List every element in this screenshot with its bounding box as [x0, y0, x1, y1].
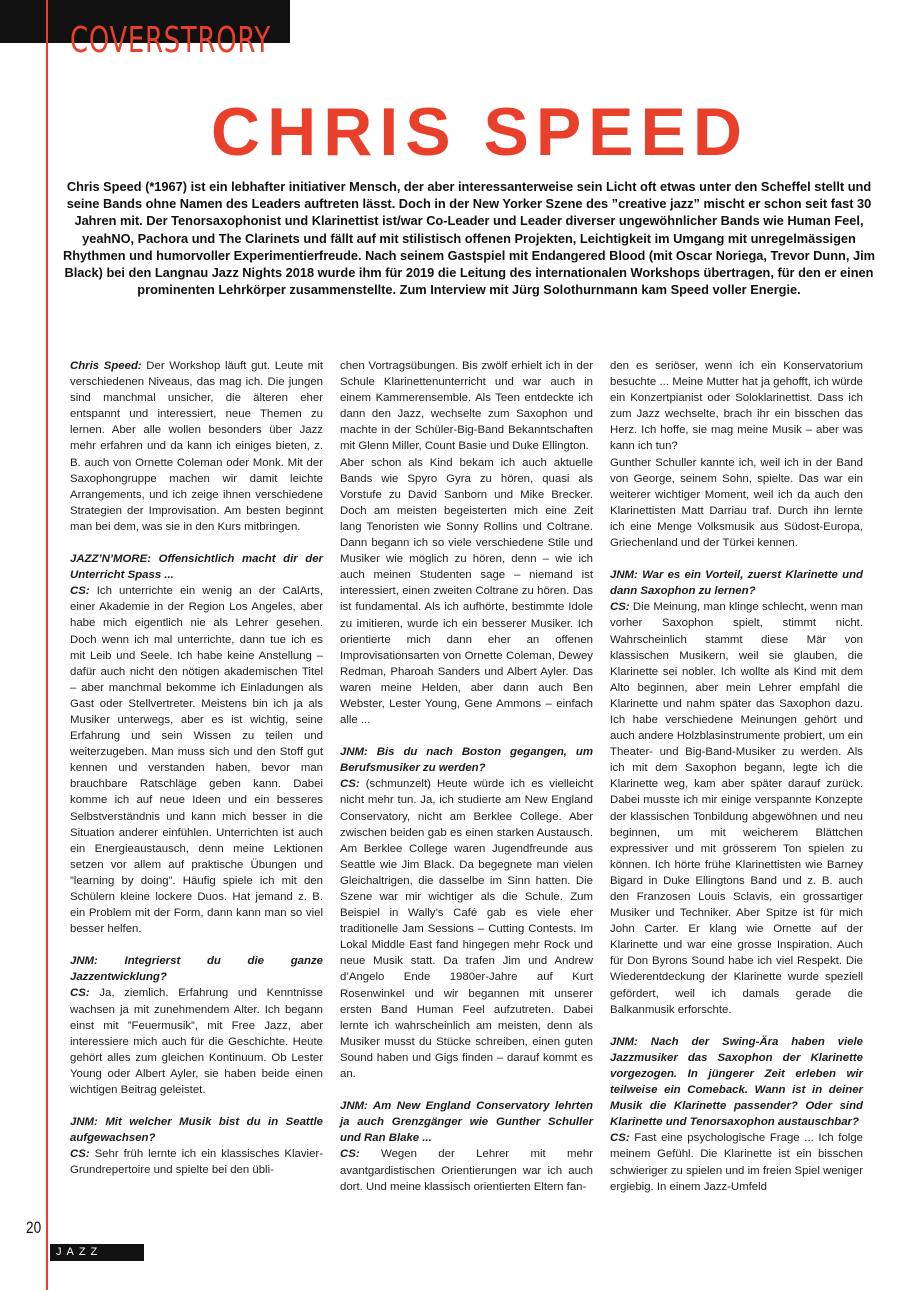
interview-answer — [610, 599, 863, 1017]
text-column-3 — [610, 358, 863, 1195]
interview-answer — [340, 455, 593, 729]
speaker-label: CS: — [340, 778, 360, 791]
text-column-1 — [70, 358, 323, 1179]
interview-answer — [610, 455, 863, 552]
answer-text: Gunther Schuller kannte ich, weil ich in der Band von George, seinem Sohn, spielte. Das war ein weiterer wichtiger Moment, weil ich da auch den Klarinettisten Matt Darriau traf. Durch ihn lernte ich eine Menge Volksmusik aus Südost-Europa, Griechenland und der Türkei kennen. — [610, 456, 863, 550]
interview-answer — [610, 1130, 863, 1194]
answer-text: Fast eine psychologische Frage ... Ich folge meinem Gefühl. Die Klarinette ist ein bisschen schwieriger zu spielen und im freien Spiel weniger ergiebig. In einem Jazz-Umfeld — [610, 1132, 863, 1193]
interview-answer — [340, 776, 593, 1082]
speaker-label: CS: — [340, 1148, 360, 1161]
magazine-name: JAZZ — [56, 1246, 103, 1258]
interview-question: JNM: Am New England Conservatory lehrten ja auch Grenzgänger wie Gunther Schuller und Ran Blake ... — [340, 1100, 593, 1145]
speaker-label: CS: — [70, 1148, 90, 1161]
interview-answer — [70, 583, 323, 937]
interview-question: JNM: Integrierst du die ganze Jazzentwicklung? — [70, 955, 323, 984]
answer-text: Die Meinung, man klinge schlecht, wenn man vorher Saxophon spielt, stimmt nicht. Wahrscheinlich stammt diese Mär von klassischen Musikern, weil sie glauben, die Klarinette sei nobler. Ich wollte als Kind mit dem Alto beginnen, aber mein Lehrer empfahl die Klarinette und nahm später das Saxophon dazu. Ich habe verschiedene Meinungen gehört und auch andere Holzblasinstrumente probiert, um ein Theater- und Big-Band-Musiker zu werden. Als ich mit dem Saxophon begann, legte ich die Klarinette weg, kam aber später darauf zurück. Dabei musste ich mir einige verspannte Konzepte der klassischen Tonbildung abgewöhnen und neu beginnen, um mit weicherem Blättchen expressiver und mit grösserem Ton spielen zu können. Ich hörte frühe Klarinettisten wie Barney Bigard in Duke Ellingtons Band und z. B. auch den Franzosen Louis Sclavis, ein grossartiger Musiker und Techniker. Aber Spitze ist für mich John Carter. Er klang wie Ornette auf der Klarinette und war eine grosse Inspiration. Auch für Don Byrons Sound habe ich viel Respekt. Die Wiederentdeckung der Klarinette wurde speziell gefördert, weil ich damals gerade die Balkanmusik erforschte. — [610, 601, 863, 1016]
answer-text: Ja, ziemlich. Erfahrung und Kenntnisse wachsen ja mit zunehmendem Alter. Ich begann einst mit ”Feuermusik”, mit Free Jazz, aber interessiere mich auch für die Geschichte. Heute gehört alles zum gleichen Kontinuum. Ob Lester Young oder Albert Ayler, sie haben beide einen wichtigen Beitrag geleistet. — [70, 987, 323, 1097]
interview-question: JNM: Mit welcher Musik bist du in Seattle aufgewachsen? — [70, 1116, 323, 1145]
interview-question: JNM: Nach der Swing-Ära haben viele Jazzmusiker das Saxophon der Klarinette vorgezogen. In jüngerer Zeit erleben wir teilweise ein Comeback. Wann ist in deiner Musik die Klarinette passender? Oder sind Klarinette und Tenorsaxophon austauschbar? — [610, 1035, 863, 1129]
answer-text: Sehr früh lernte ich ein klassisches Klavier-Grundrepertoire und spielte bei den übli- — [70, 1148, 323, 1177]
speaker-label: Chris Speed: — [70, 360, 142, 372]
speaker-label: CS: — [610, 601, 630, 614]
interview-answer — [70, 985, 323, 1098]
answer-text: Der Workshop läuft gut. Leute mit verschiedenen Niveaus, das mag ich. Die jungen sind manchmal unsicher, die älteren eher entspannt und interessiert, neue Themen zu lernen. Aber alle wollen besonders über Jazz mehr erfahren und da kann ich einiges bieten, z. B. auch von Ornette Coleman oder Monk. Mit der Saxophongruppe machen wir damit leichte Arrangements, und ich zeige ihnen verschiedene Strategien der Improvisation. Am besten beginnt man bei dem, was sie in den Kurs mitbringen. — [70, 360, 323, 533]
section-kicker: COVERSTRORY — [70, 20, 271, 61]
interview-answer — [340, 1146, 593, 1194]
interview-answer — [70, 1146, 323, 1178]
footer-magazine-bar — [50, 1244, 144, 1261]
answer-text: den es seriöser, wenn ich ein Konservatorium besuchte ... Meine Mutter hat ja gehofft, ich würde ein Konzertpianist oder Soloklarinettist. Dass ich zum Jazz wechselte, brach ihr ein bisschen das Herz. Ich hoffe, sie mag meine Musik – aber was kann ich tun? — [610, 360, 863, 453]
article-lead: Chris Speed (*1967) ist ein lebhafter initiativer Mensch, der aber interessanterweise sein Licht oft etwas unter den Scheffel stellt und seine Bands ohne Namen des Leaders auftreten lässt. Doch in der New Yorker Szene des ”creative jazz” mischt er schon seit fast 30 Jahren mit. Der Tenorsaxophonist und Klarinettist ist/war Co-Leader und Leader diverser ungewöhnlicher Bands wie Human Feel, yeahNO, Pachora und The Clarinets und fällt auf mit stilistisch offenen Projekten, Leichtigkeit im Umgang mit unregelmässigen Rhythmen und humorvoller Experimentierfreude. Nach seinem Gastspiel mit Endangered Blood (mit Oscar Noriega, Trevor Dunn, Jim Black) bei den Langnau Jazz Nights 2018 wurde ihm für 2019 die Leitung des internationalen Workshops übertragen, für den er einen prominenten Lehrkörper zusammenstellte. Zum Interview mit Jürg Solothurnmann kam Speed voller Energie. — [62, 179, 876, 298]
speaker-label: CS: — [70, 987, 90, 1000]
interview-question: JNM: Bis du nach Boston gegangen, um Berufsmusiker zu werden? — [340, 746, 593, 775]
speaker-label: CS: — [70, 585, 90, 598]
answer-text: (schmunzelt) Heute würde ich es vielleicht nicht mehr tun. Ja, ich studierte am New England Conservatory, nicht am Berklee College. Aber zwischen beiden gab es einen starken Austausch. Am Berklee College waren Jugendfreunde aus Seattle wie Jim Black. Da begegnete man vielen Gleichaltrigen, die dasselbe im Sinn hatten. Die Szene war mir wichtiger als die Schule. Zum Beispiel in Wally’s Café gab es viele eher traditionelle Jam Sessions – Cutting Contests. Im Lokal Middle East fand hingegen mehr Rock und neue Musik statt. Da trafen Jim und Andrew d’Angelo Ende 1980er-Jahre auf Kurt Rosenwinkel und wir begannen mit unserer ersten Band Human Feel aufzutreten. Dabei lernte ich wahrscheinlich am meisten, denn als Musiker musst du Stücke schreiben, einen guten Sound haben und Gigs finden – darauf kommt es an. — [340, 778, 593, 1081]
interview-question: JAZZ’N’MORE: Offensichtlich macht dir der Unterricht Spass ... — [70, 553, 323, 582]
answer-text: Ich unterrichte ein wenig an der CalArts, einer Akademie in der Region Los Angeles, aber habe mich eigentlich nie als Lehrer gesehen. Doch wenn ich mal unterrichte, dann tue ich es mit Leib und Seele. Ich habe keine Anstellung – dafür auch nicht den nötigen akademischen Titel – aber manchmal bekomme ich Einladungen als Gast oder Stellvertreter. Meistens bin ich ja als Musiker unterwegs, aber es ist wichtig, seine Erfahrung und sein Wissen zu teilen und weiterzugeben. Man muss sich und den Stoff gut kennen und verstanden haben, bevor man brauchbare Ratschläge geben kann. Dabei komme ich auf neue Ideen und ein besseres Selbstverständnis und kann mich besser in die Situation anderer einfühlen. Unterrichten ist auch ein Energieaustausch, denn meine Lektionen setzen vor allem auf praktische Übungen und ”learning by doing”. Häufig spiele ich mit den Schülern kleine lockere Duos. Hat jemand z. B. ein Problem mit der Form, dann kann man so viel besser helfen. — [70, 585, 323, 936]
article-headline: CHRIS SPEED — [211, 94, 749, 170]
answer-text: chen Vortragsübungen. Bis zwölf erhielt ich in der Schule Klarinettenunterricht und war auch in einem Kammerensemble. Als Teen entdeckte ich dann den Jazz, wechselte zum Saxophon und machte in der Schüler-Big-Band Bekanntschaften mit Glenn Miller, Count Basie und Duke Ellington. — [340, 360, 593, 453]
page-number: 20 — [26, 1218, 42, 1237]
speaker-label: CS: — [610, 1132, 630, 1145]
interview-question: JNM: War es ein Vorteil, zuerst Klarinette und dann Saxophon zu lernen? — [610, 569, 863, 598]
interview-answer — [610, 358, 863, 455]
text-column-2 — [340, 358, 593, 1195]
interview-answer — [70, 358, 323, 535]
answer-text: Wegen der Lehrer mit mehr avantgardistischen Orientierungen war ich auch dort. Und meine klassisch orientierten Eltern fan- — [340, 1148, 593, 1193]
red-vertical-rule — [46, 0, 48, 1290]
interview-answer — [340, 358, 593, 455]
answer-text: Aber schon als Kind bekam ich auch aktuelle Bands wie Spyro Gyra zu hören, quasi als Vorstufe zu David Sanborn und Mike Brecker. Doch am meisten begeisterten mich eine Zeit lang Tenoristen wie Sonny Rollins und Coltrane. Dann begann ich so viele verschiedene Stile und Musiker wie möglich zu hören, denn – wie ich auch meinen Studenten sage – niemand ist interessiert, einen zweiten Coltrane zu hören. Das ist fundamental. Als ich aufhörte, bestimmte Idole zu imitieren, wurde ich ein besserer Musiker. Ich orientierte mich dann eher an offenen Improvisationsarten von Ornette Coleman, Dewey Redman, Pharoah Sanders und Albert Ayler. Das waren meine Helden, aber dann auch Ben Webster, Lester Young, Gene Ammons – einfach alle ... — [340, 456, 593, 727]
